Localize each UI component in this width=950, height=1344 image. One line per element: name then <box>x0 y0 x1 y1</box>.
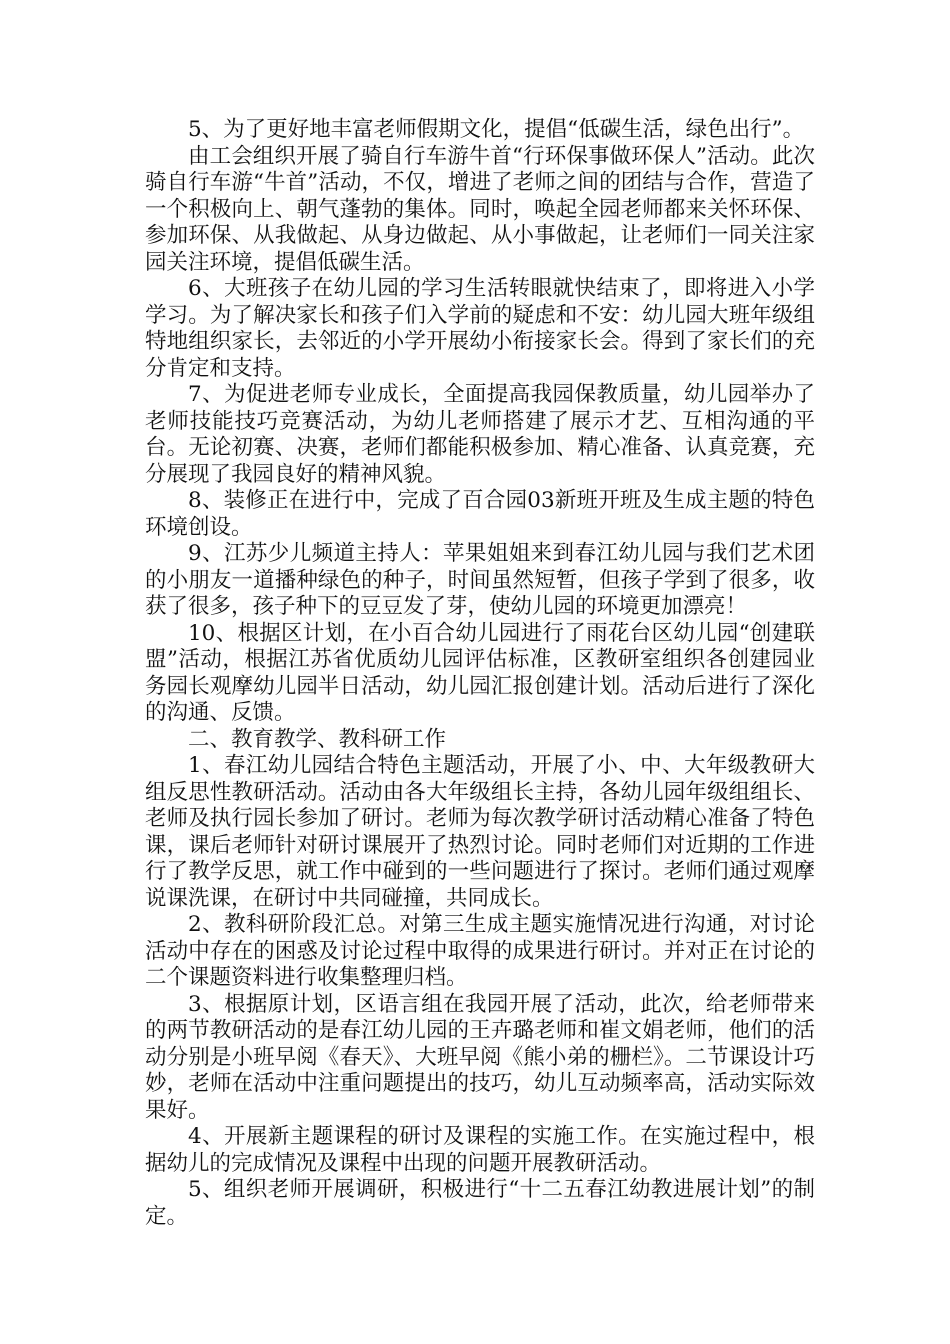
paragraph-9: 1、春江幼儿园结合特色主题活动，开展了小、中、大年级教研大组反思性教研活动。活动由各大年级组长主持，各幼儿园年级组组长、老师及执行园长参加了研讨。老师为每次教学研讨活动精心准备了特色课，课后老师针对研讨课展开了热烈讨论。同时老师们对近期的工作进行了教学反思，就工作中碰到的一些问题进行了探讨。老师们通过观摩说课洗课，在研讨中共同碰撞，共同成长。 <box>145 753 815 911</box>
paragraph-11: 3、根据原计划，区语言组在我园开展了活动，此次，给老师带来的两节教研活动的是春江幼儿园的王卉璐老师和崔文娟老师，他们的活动分别是小班早阅《春天》、大班早阅《熊小弟的栅栏》。二节课设计巧妙，老师在活动中注重问题提出的技巧，幼儿互动频率高，活动实际效果好。 <box>145 991 815 1123</box>
paragraph-4: 7、为促进老师专业成长，全面提高我园保教质量，幼儿园举办了老师技能技巧竞赛活动，为幼儿老师搭建了展示才艺、互相沟通的平台。无论初赛、决赛，老师们都能积极参加、精心准备、认真竞赛，充分展现了我园良好的精神风貌。 <box>145 382 815 487</box>
paragraph-5: 8、装修正在进行中，完成了百合园03新班开班及生成主题的特色环境创设。 <box>145 488 815 540</box>
paragraph-1: 5、为了更好地丰富老师假期文化，提倡“低碳生活，绿色出行”。 <box>188 117 805 142</box>
document-page <box>145 117 815 1230</box>
paragraph-7: 10、根据区计划，在小百合幼儿园进行了雨花台区幼儿园“创建联盟”活动，根据江苏省优质幼儿园评估标准，区教研室组织各创建园业务园长观摩幼儿园半日活动，幼儿园汇报创建计划。活动后进行了深化的沟通、反馈。 <box>145 620 815 725</box>
paragraph-3: 6、大班孩子在幼儿园的学习生活转眼就快结束了，即将进入小学学习。为了解决家长和孩子们入学前的疑虑和不安：幼儿园大班年级组特地组织家长，去邻近的小学开展幼小衔接家长会。得到了家长们的充分肯定和支持。 <box>145 276 815 381</box>
paragraph-12: 4、开展新主题课程的研讨及课程的实施工作。在实施过程中，根据幼儿的完成情况及课程中出现的问题开展教研活动。 <box>145 1124 815 1176</box>
paragraph-6: 9、江苏少儿频道主持人：苹果姐姐来到春江幼儿园与我们艺术团的小朋友一道播种绿色的种子，时间虽然短暂，但孩子学到了很多，收获了很多，孩子种下的豆豆发了芽，使幼儿园的环境更加漂亮！ <box>145 541 815 619</box>
paragraph-13: 5、组织老师开展调研，积极进行“十二五春江幼教进展计划”的制定。 <box>145 1177 815 1229</box>
paragraph-2: 由工会组织开展了骑自行车游牛首“行环保事做环保人”活动。此次骑自行车游“牛首”活动，不仅，增进了老师之间的团结与合作，营造了一个积极向上、朝气蓬勃的集体。同时，唤起全园老师都来关怀环保、参加环保、从我做起、从身边做起、从小事做起，让老师们一同关注家园关注环境，提倡低碳生活。 <box>145 143 815 275</box>
paragraph-10: 2、教科研阶段汇总。对第三生成主题实施情况进行沟通，对讨论活动中存在的困惑及讨论过程中取得的成果进行研讨。并对正在讨论的二个课题资料进行收集整理归档。 <box>145 912 815 990</box>
section-heading: 二、教育教学、教科研工作 <box>188 726 447 752</box>
